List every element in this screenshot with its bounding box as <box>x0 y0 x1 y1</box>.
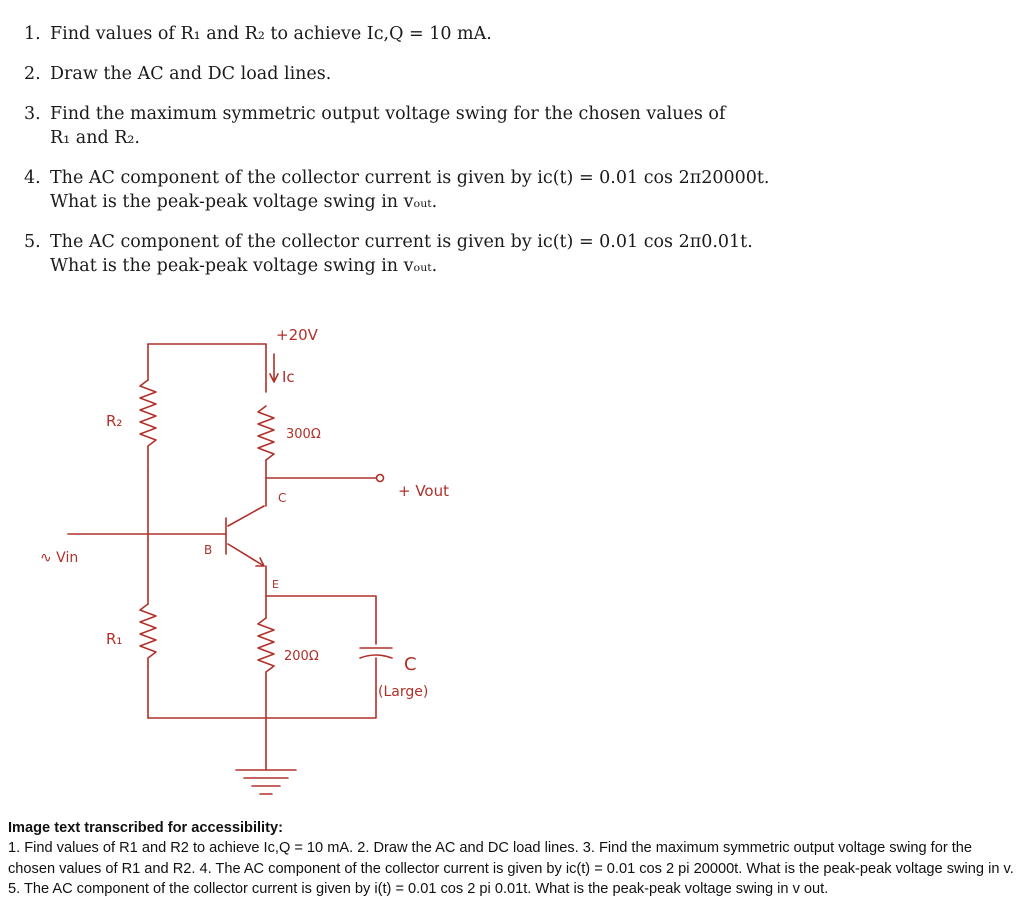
problem-text: What is the peak-peak voltage swing in vₒᵤₜ. <box>50 192 438 212</box>
problem-text: R₁ and R₂. <box>50 128 140 148</box>
problem-text: Draw the AC and DC load lines. <box>50 64 332 84</box>
problem-number: 5. <box>24 232 41 252</box>
current-arrow <box>270 354 278 382</box>
problem-number: 4. <box>24 168 41 188</box>
problem-number: 3. <box>24 104 41 124</box>
rc-resistor <box>258 406 274 460</box>
problem-number: 2. <box>24 64 41 84</box>
cap-bottom-wire <box>148 658 376 718</box>
supply-voltage-label: +20V <box>276 326 318 344</box>
problem-number: 1. <box>24 24 41 44</box>
r2-label: R₂ <box>106 412 123 430</box>
problem-text: The AC component of the collector current is given by iᴄ(t) = 0.01 cos 2π0.01t. <box>50 232 753 252</box>
circuit-diagram <box>30 318 530 808</box>
problem-3 <box>24 102 744 150</box>
re-value-label: 200Ω <box>284 649 319 664</box>
collector-node-label: C <box>278 491 287 505</box>
capacitor-label: C <box>404 654 417 675</box>
problem-2 <box>24 62 744 86</box>
capacitor-note: (Large) <box>378 684 429 700</box>
accessibility-transcript <box>8 818 1018 899</box>
r1-label: R₁ <box>106 630 123 648</box>
cap-top-wire <box>266 596 376 644</box>
circuit-svg <box>30 318 530 808</box>
problem-list <box>24 22 770 294</box>
transcript-body: 1. Find values of R1 and R2 to achieve Ic,Q = 10 mA. 2. Draw the AC and DC load lines. 3. Find the maximum symmetric output voltage swing for the chosen values of R1 and R2. 4. The AC component of the collector current is given by ic(t) = 0.01 cos 2 pi 20000t. What is the peak-peak voltage swing in v. 5. The AC component of the collector current is given by i(t) = 0.01 cos 2 pi 0.01t. What is the peak-peak voltage swing in v out. <box>8 840 1014 897</box>
transcript-heading: Image text transcribed for accessibility: <box>8 820 283 836</box>
problem-text: Find values of R₁ and R₂ to achieve Iᴄ,Q = 10 mA. <box>50 24 492 44</box>
problem-4 <box>24 166 770 214</box>
transistor-collector-lead <box>228 506 264 526</box>
r2-resistor <box>140 380 156 470</box>
rc-value-label: 300Ω <box>286 427 321 442</box>
r1-resistor <box>140 604 156 666</box>
problem-1 <box>24 22 744 46</box>
collector-current-label: Iᴄ <box>282 368 295 386</box>
transistor-emitter-lead <box>228 544 264 566</box>
problem-5 <box>24 230 753 278</box>
output-terminal <box>377 475 384 482</box>
emitter-node-label: E <box>272 578 279 591</box>
input-voltage-label: ∿ Vin <box>40 550 79 566</box>
ground-symbol <box>236 770 296 794</box>
problem-text: What is the peak-peak voltage swing in vₒᵤₜ. <box>50 256 438 276</box>
base-node-label: B <box>204 543 213 557</box>
re-resistor <box>258 618 274 678</box>
output-voltage-label: + Vout <box>398 482 449 500</box>
problem-text: The AC component of the collector current is given by iᴄ(t) = 0.01 cos 2π20000t. <box>50 168 770 188</box>
problem-text: Find the maximum symmetric output voltage swing for the chosen values of <box>50 104 726 124</box>
